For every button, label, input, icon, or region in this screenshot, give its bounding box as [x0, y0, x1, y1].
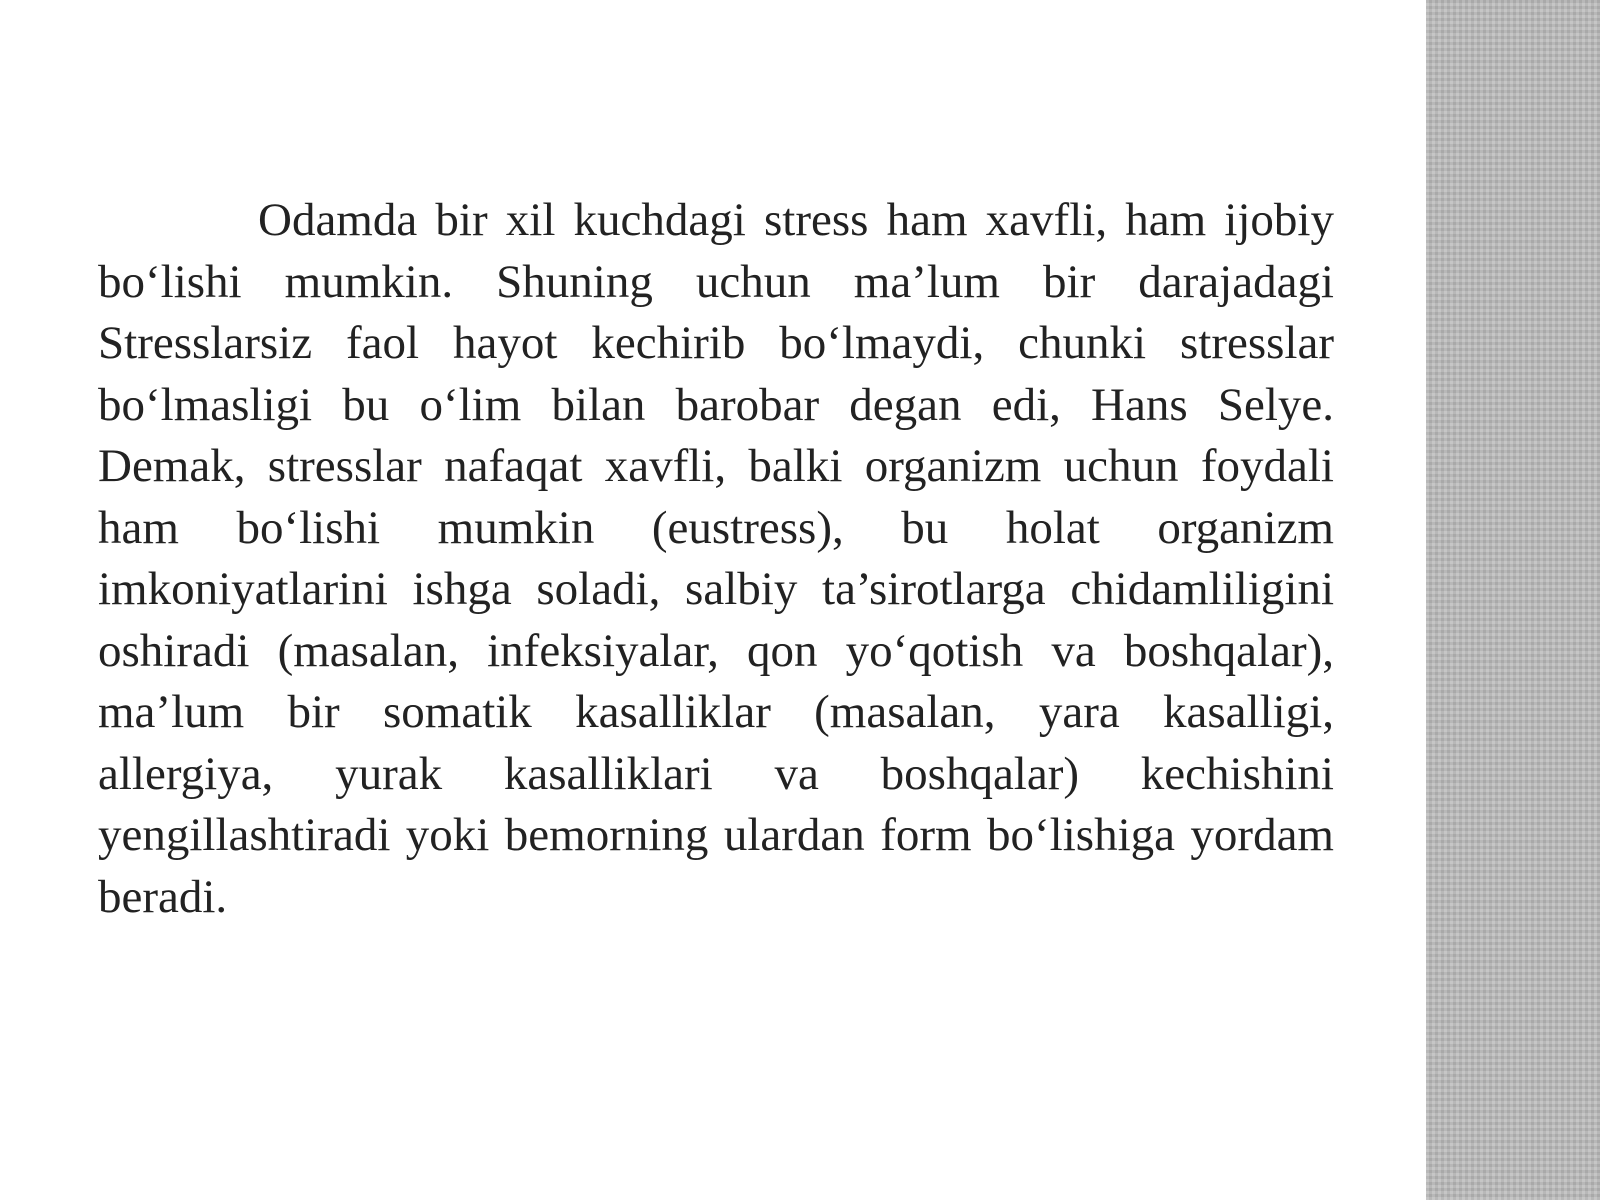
slide-body-paragraph: Odamda bir xil kuchdagi stress ham xavfli, ham ijobiy bo‘lishi mumkin. Shuning uchun ma’lum bir darajadagi Stresslarsiz faol hayot kechirib bo‘lmaydi, chunki stresslar bo‘lmasligi bu o‘lim bilan barobar degan edi, Hans Selye. Demak, stresslar nafaqat xavfli, balki organizm uchun foydali ham bo‘lishi mumkin (eustress), bu holat organizm imkoniyatlarini ishga soladi, salbiy ta’sirotlarga chidamliligini oshiradi (masalan, infeksiyalar, qon yo‘qotish va boshqalar), ma’lum bir somatik kasalliklar (masalan, yara kasalligi, allergiya, yurak kasalliklari va boshqalar) kechishini yengillashtiradi yoki bemorning ulardan form bo‘lishiga yordam beradi. [98, 194, 1334, 923]
decorative-side-panel [1426, 0, 1600, 1200]
